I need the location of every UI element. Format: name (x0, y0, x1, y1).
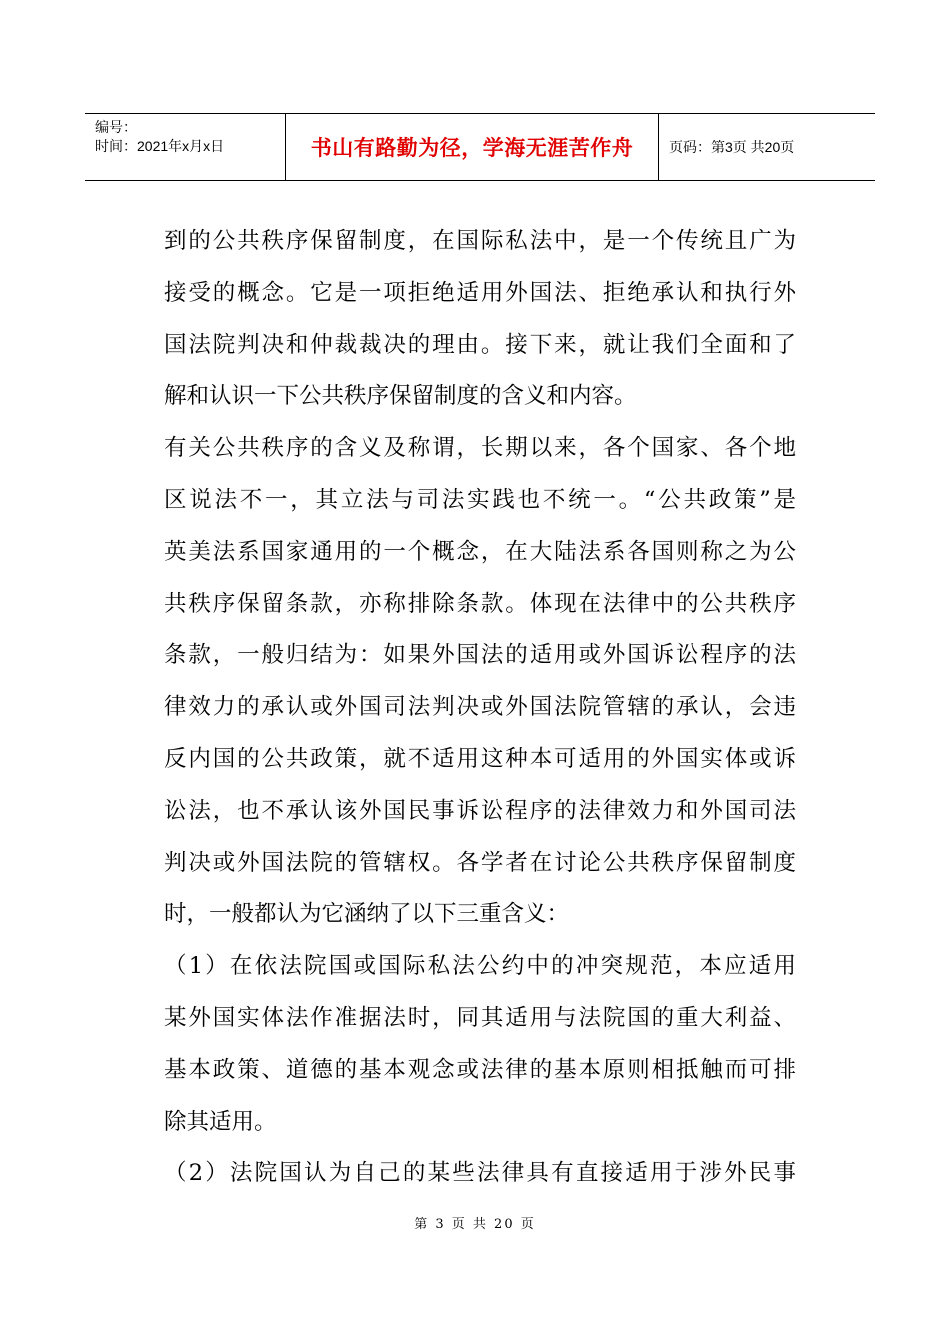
paragraph (164, 423, 796, 941)
text-line: 英美法系国家通用的一个概念，在大陆法系各国则称之为公 (164, 538, 796, 565)
text-line: （2）法院国认为自己的某些法律具有直接适用于涉外民事 (164, 1160, 796, 1187)
paragraph (164, 1148, 796, 1200)
text-line: 区说法不一，其立法与司法实践也不统一。“公共政策”是 (164, 486, 796, 513)
text-line: 时，一般都认为它涵纳了以下三重含义： (164, 901, 570, 928)
text-line: 解和认识一下公共秩序保留制度的含义和内容。 (164, 383, 637, 410)
page-footer (0, 1213, 950, 1232)
document-time-label: 时间：2021年x月x日 (95, 138, 225, 154)
header-table (85, 113, 875, 181)
document-body (164, 216, 796, 1200)
text-line: 律效力的承认或外国司法判决或外国法院管辖的承认，会违 (164, 694, 796, 721)
paragraph (164, 941, 796, 1148)
header-page-info: 页码：第3页 共20页 (669, 139, 795, 155)
paragraph (164, 216, 796, 423)
text-line: 条款，一般归结为：如果外国法的适用或外国诉讼程序的法 (164, 642, 796, 669)
text-line: 到的公共秩序保留制度，在国际私法中，是一个传统且广为 (164, 228, 796, 254)
text-line: 共秩序保留条款，亦称排除条款。体现在法律中的公共秩序 (164, 590, 796, 617)
text-line: 基本政策、道德的基本观念或法律的基本原则相抵触而可排 (164, 1056, 796, 1083)
text-line: 有关公共秩序的含义及称谓，长期以来，各个国家、各个地 (164, 435, 796, 462)
header-meta-cell (85, 114, 286, 180)
text-line: 判决或外国法院的管辖权。各学者在讨论公共秩序保留制度 (164, 849, 796, 876)
text-line: （1）在依法院国或国际私法公约中的冲突规范，本应适用 (164, 953, 796, 980)
text-line: 国法院判决和仲裁裁决的理由。接下来，就让我们全面和了 (164, 331, 796, 358)
text-line: 反内国的公共政策，就不适用这种本可适用的外国实体或诉 (164, 745, 796, 772)
header-motto-cell (286, 114, 659, 180)
text-line: 某外国实体法作准据法时，同其适用与法院国的重大利益、 (164, 1004, 796, 1031)
text-line: 除其适用。 (164, 1108, 277, 1135)
header-motto: 书山有路勤为径，学海无涯苦作舟 (310, 136, 634, 160)
document-number-label: 编号： (95, 119, 137, 135)
text-line: 接受的概念。它是一项拒绝适用外国法、拒绝承认和执行外 (164, 279, 796, 306)
footer-page-number: 第 3 页 共 20 页 (414, 1217, 536, 1232)
text-line: 讼法，也不承认该外国民事诉讼程序的法律效力和外国司法 (164, 797, 796, 824)
header-page-cell (659, 114, 875, 180)
